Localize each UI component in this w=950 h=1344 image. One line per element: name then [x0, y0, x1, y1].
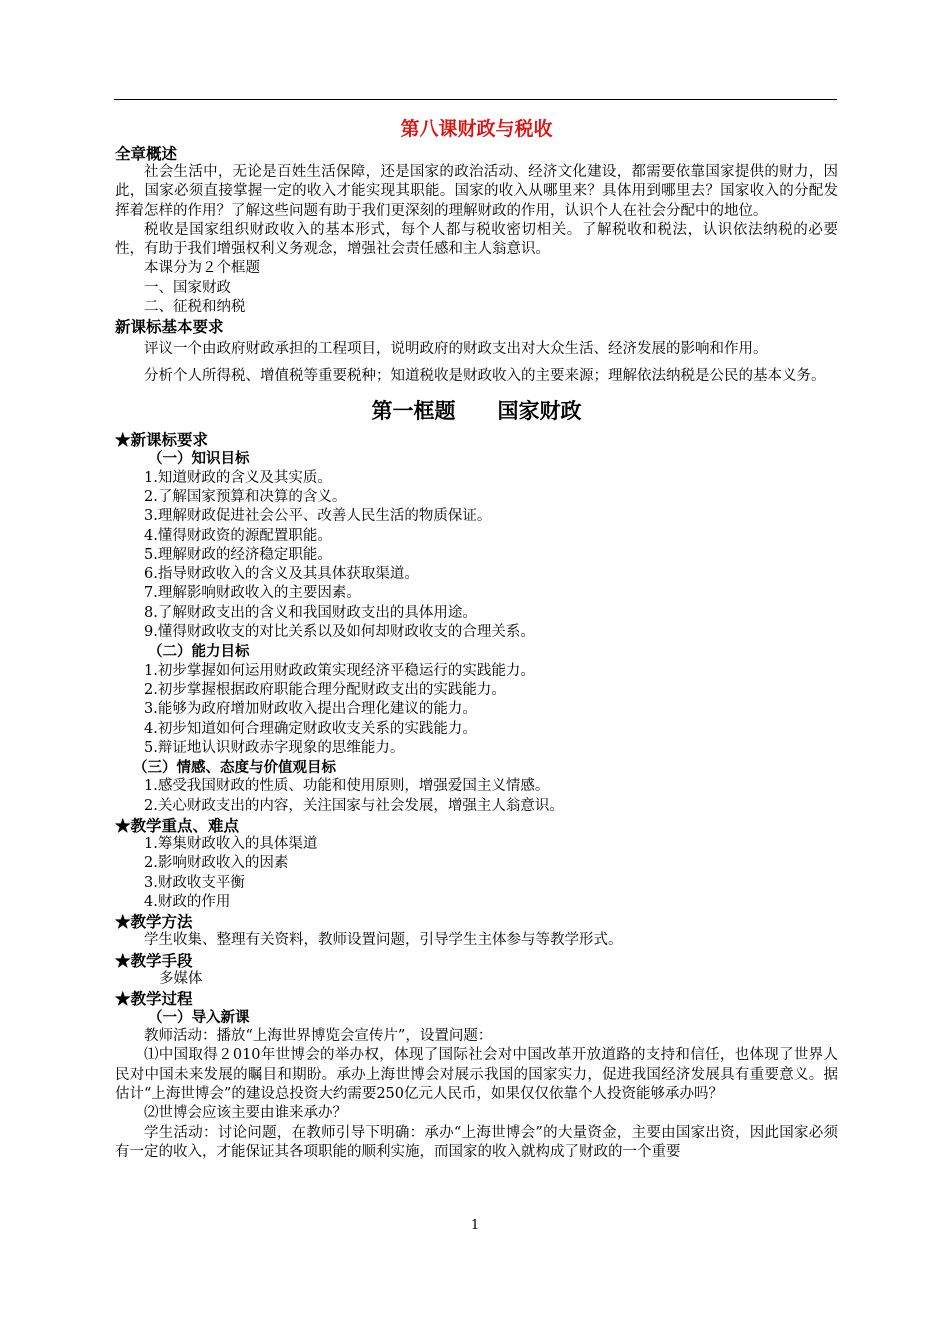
ability-heading: （二）能力目标 — [148, 643, 250, 661]
means-text: 多媒体 — [159, 970, 203, 987]
method-heading: ★教学方法 — [115, 912, 193, 932]
standard-paragraph-1: 评议一个由政府财政承担的工程项目，说明政府的财政支出对大众生活、经济发展的影响和作用。 — [144, 341, 768, 358]
overview-paragraph-1: 社会生活中，无论是百姓生活保障，还是国家的政治活动、经济文化建设，都需要依靠国家提供的财力，因此，国家必须直接掌握一定的收入才能实现其职能。国家的收入从哪里来？具体用到哪里去？国家收入的分配发挥着怎样的作用？了解这些问题有助于我们更深刻的理解财政的作用，认识个人在社会分配中的地位。 — [115, 164, 838, 219]
ability-item: 2.初步掌握根据政府职能合理分配财政支出的实践能力。 — [144, 681, 506, 698]
question-1: ⑴中国取得２010年世博会的举办权，体现了国际社会对中国改革开放道路的支持和信任，也体现了世界人民对中国未来发展的瞩目和期盼。承办上海世博会对展示我国的国家实力，促进我国经济发展具有重要意义。据估计“上海世博会”的建设总投资大约需要250亿元人民币，如果仅仅依靠个人投资能够承办吗？ — [115, 1047, 838, 1102]
ability-item: 3.能够为政府增加财政收入提出合理化建议的能力。 — [144, 701, 477, 718]
focus-heading: ★教学重点、难点 — [115, 816, 240, 836]
knowledge-item: 3.理解财政促进社会公平、改善人民生活的物质保证。 — [144, 508, 492, 525]
question-2: ⑵世博会应该主要由谁来承办？ — [144, 1105, 347, 1122]
knowledge-item: 4.懂得财政资的源配置职能。 — [144, 527, 332, 544]
knowledge-item: 6.指导财政收入的含义及其具体获取渠道。 — [144, 566, 419, 583]
intro-heading: （一）导入新课 — [148, 1008, 250, 1026]
knowledge-item: 8.了解财政支出的含义和我国财政支出的具体用途。 — [144, 604, 477, 621]
knowledge-heading: （一）知识目标 — [148, 450, 250, 468]
page-number: 1 — [470, 1218, 480, 1233]
knowledge-item: 1.知道财政的含义及其实质。 — [144, 469, 332, 486]
focus-item: 4.财政的作用 — [144, 893, 231, 910]
emotion-item: 1.感受我国财政的性质、功能和使用原则，增强爱国主义情感。 — [144, 778, 550, 795]
standard-heading: 新课标基本要求 — [115, 317, 224, 337]
means-heading: ★教学手段 — [115, 950, 193, 970]
ability-item: 4.初步知道如何合理确定财政收支关系的实践能力。 — [144, 720, 477, 737]
requirements-heading: ★新课标要求 — [115, 430, 209, 450]
section-title: 第一框题 国家财政 — [371, 398, 582, 424]
student-activity: 学生活动：讨论问题，在教师引导下明确：承办“上海世博会”的大量资金，主要由国家出资，因此国家必须有一定的收入，才能保证其各项职能的顺利实施，而国家的收入就构成了财政的一个重要 — [115, 1124, 838, 1160]
standard-paragraph-2: 分析个人所得税、增值税等重要税种；知道税收是财政收入的主要来源；理解依法纳税是公民的基本义务。 — [144, 368, 826, 385]
teacher-activity: 教师活动：播放“上海世界博览会宣传片”，设置问题： — [144, 1028, 493, 1045]
knowledge-item: 2.了解国家预算和决算的含义。 — [144, 488, 347, 505]
knowledge-item: 5.理解财政的经济稳定职能。 — [144, 546, 332, 563]
focus-item: 2.影响财政收入的因素 — [144, 855, 289, 872]
ability-item: 5.辩证地认识财政赤字现象的思维能力。 — [144, 739, 405, 756]
overview-paragraph-3: 本课分为２个框题 — [144, 260, 260, 277]
knowledge-item: 9.懂得财政收支的对比关系以及如何却财政收支的合理关系。 — [144, 624, 535, 641]
process-heading: ★教学过程 — [115, 988, 193, 1008]
focus-item: 1.筹集财政收入的具体渠道 — [144, 836, 318, 853]
overview-heading: 全章概述 — [115, 144, 178, 163]
lesson-title: 第八课财政与税收 — [400, 118, 553, 140]
overview-item-1: 一、国家财政 — [144, 279, 231, 296]
emotion-heading: （三）情感、态度与价值观目标 — [133, 759, 336, 777]
method-text: 学生收集、整理有关资料，教师设置问题，引导学生主体参与等教学形式。 — [144, 932, 623, 949]
ability-item: 1.初步掌握如何运用财政政策实现经济平稳运行的实践能力。 — [144, 662, 535, 679]
header-rule — [114, 99, 837, 100]
overview-paragraph-2: 税收是国家组织财政收入的基本形式，每个人都与税收密切相关。了解税收和税法，认识依法纳税的必要性，有助于我们增强权利义务观念，增强社会责任感和主人翁意识。 — [115, 221, 838, 258]
document-body — [115, 114, 838, 1162]
emotion-item: 2.关心财政支出的内容，关注国家与社会发展，增强主人翁意识。 — [144, 797, 564, 814]
focus-item: 3.财政收支平衡 — [144, 874, 245, 891]
overview-item-2: 二、征税和纳税 — [144, 299, 246, 316]
knowledge-item: 7.理解影响财政收入的主要因素。 — [144, 585, 361, 602]
